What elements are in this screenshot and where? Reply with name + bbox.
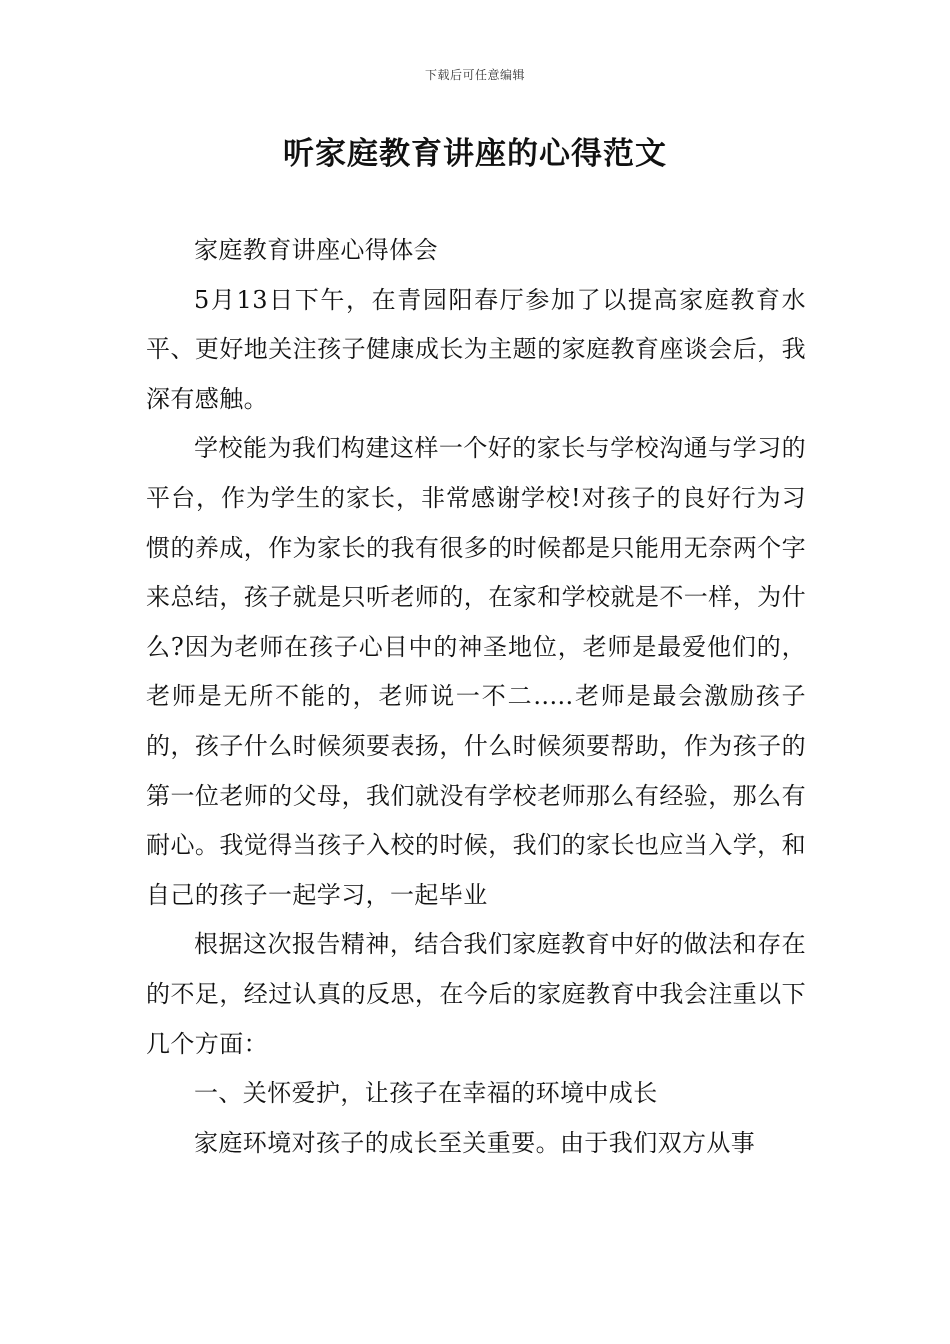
paragraph-reflection: 根据这次报告精神，结合我们家庭教育中好的做法和存在的不足，经过认真的反思，在今后的家庭教育中我会注重以下几个方面： [146,930,806,1058]
section-heading-one: 一、关怀爱护，让孩子在幸福的环境中成长 [194,1079,658,1108]
document-body [146,226,806,1168]
document-title: 听家庭教育讲座的心得范文 [283,136,667,172]
paragraph-subtitle: 家庭教育讲座心得体会 [194,236,438,264]
paragraph-school-platform: 学校能为我们构建这样一个好的家长与学校沟通与学习的平台，作为学生的家长，非常感谢学校!对孩子的良好行为习惯的养成，作为家长的我有很多的时候都是只能用无奈两个字来总结，孩子就是只听老师的，在家和学校就是不一样，为什么?因为老师在孩子心目中的神圣地位，老师是最爱他们的，老师是无所不能的，老师说一不二.....老师是最会激励孩子的，孩子什么时候须要表扬，什么时候须要帮助，作为孩子的第一位老师的父母，我们就没有学校老师那么有经验，那么有耐心。我觉得当孩子入校的时候，我们的家长也应当入学，和自己的孩子一起学习，一起毕业 [146,434,806,909]
paragraph-family-environment: 家庭环境对孩子的成长至关重要。由于我们双方从事 [194,1128,756,1157]
paragraph-intro: 5月13日下午，在青园阳春厅参加了以提高家庭教育水平、更好地关注孩子健康成长为主题的家庭教育座谈会后，我深有感触。 [146,285,806,413]
header-note: 下载后可任意编辑 [424,68,525,82]
